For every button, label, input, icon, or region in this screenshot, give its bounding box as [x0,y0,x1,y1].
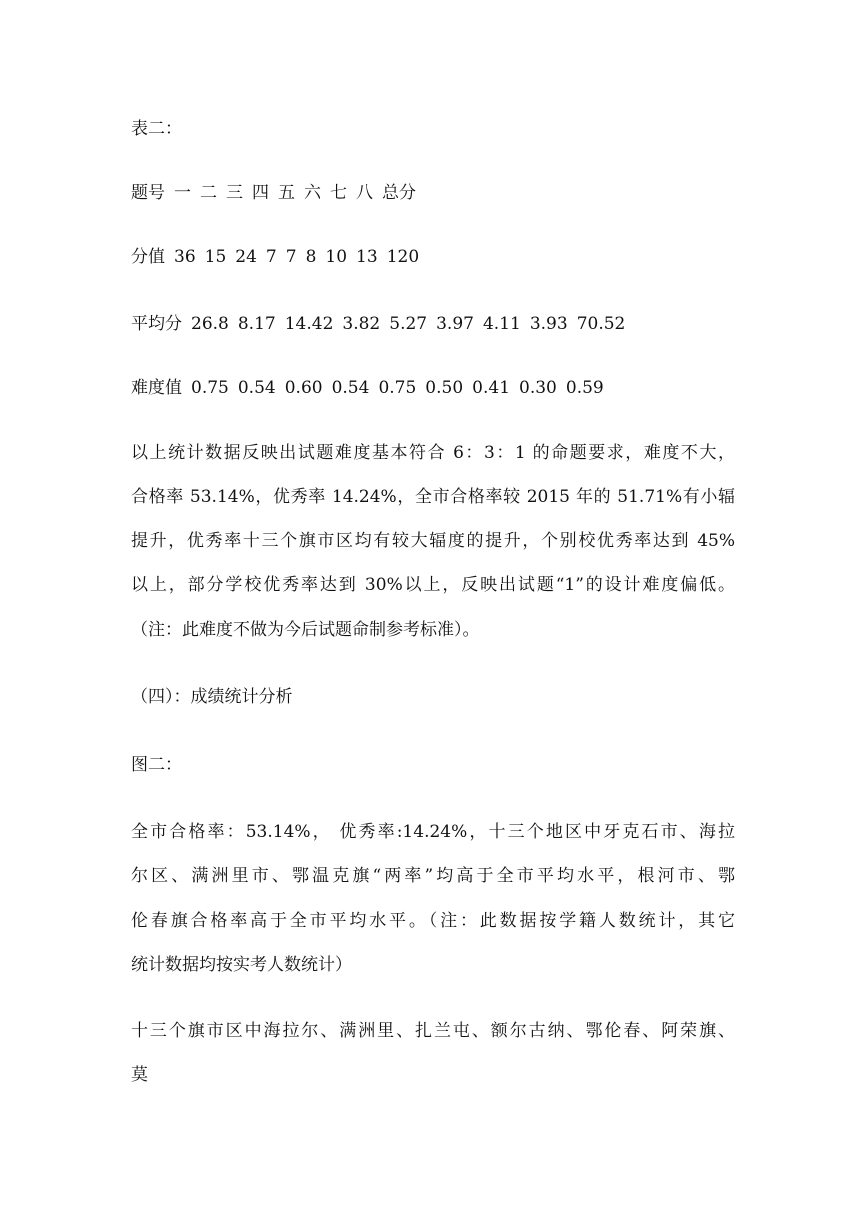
paragraph-line: 以上统计数据反映出试题难度基本符合 6：3：1 的命题要求，难度不大， [131,443,735,463]
table-cell: 36 [174,247,196,267]
table-cell: 总分 [382,183,416,203]
table-caption: 表二： [131,119,182,139]
table-cell: 平均分 [131,314,182,334]
table-cell: 八 [356,183,373,203]
table-cell: 7 [265,247,277,267]
table-cell: 五 [278,183,295,203]
table-cell: 0.75 [191,378,229,398]
table-cell: 3.82 [342,314,381,334]
paragraph-line: 统计数据均按实考人数统计） [131,955,352,975]
paragraph-line: 以上，部分学校优秀率达到 30%以上，反映出试题“1”的设计难度偏低。 [131,575,735,595]
table-cell: 0.60 [284,378,323,398]
table-cell: 0.59 [565,378,604,398]
table-score-row [131,246,731,268]
paragraph-line: 合格率 53.14%，优秀率 14.24%，全市合格率较 2015 年的 51.71%有小辐 [131,487,735,507]
table-cell: 题号 [131,183,165,203]
table-cell: 7 [285,247,297,267]
figure-caption: 图二： [131,755,182,775]
section-heading: （四）：成绩统计分析 [131,687,293,707]
table-cell: 四 [252,183,269,203]
table-average-row [131,313,731,335]
table-cell: 14.42 [284,314,334,334]
table-cell: 0.50 [425,378,464,398]
table-cell: 4.11 [482,314,521,334]
paragraph-line: （注：此难度不做为今后试题命制参考标准）。 [131,620,480,640]
table-cell: 3.97 [436,314,474,334]
paragraph-line: 莫 [131,1065,148,1085]
paragraph-line: 提升，优秀率十三个旗市区均有较大辐度的提升，个别校优秀率达到 45% [131,531,735,551]
table-cell: 0.54 [237,378,276,398]
table-cell: 0.75 [378,378,417,398]
table-cell: 难度值 [131,378,182,398]
table-cell: 8 [305,247,317,267]
paragraph-line: 全市合格率：53.14%， 优秀率:14.24%，十三个地区中牙克石市、海拉 [131,822,735,842]
table-cell: 5.27 [389,314,428,334]
table-cell: 26.8 [191,314,229,334]
table-cell: 3.93 [529,314,568,334]
table-cell: 二 [200,183,217,203]
table-cell: 70.52 [576,314,626,334]
table-cell: 24 [235,247,257,267]
paragraph-line: 尔区、满洲里市、鄂温克旗“两率”均高于全市平均水平，根河市、鄂 [131,866,735,886]
table-cell: 120 [386,247,420,267]
table-header-row [131,182,731,204]
table-cell: 0.41 [472,378,511,398]
table-cell: 13 [356,247,378,267]
table-cell: 0.30 [519,378,557,398]
table-cell: 8.17 [237,314,276,334]
paragraph-line: 伦春旗合格率高于全市平均水平。（注：此数据按学籍人数统计，其它 [131,911,735,931]
table-cell: 六 [304,183,321,203]
table-difficulty-row [131,377,731,399]
table-cell: 七 [330,183,347,203]
table-cell: 15 [204,247,227,267]
table-cell: 三 [226,183,243,203]
paragraph-line: 十三个旗市区中海拉尔、满洲里、扎兰屯、额尔古纳、鄂伦春、阿荣旗、 [131,1021,735,1041]
table-cell: 10 [325,247,348,267]
table-cell: 分值 [131,247,165,267]
table-cell: 0.54 [331,378,370,398]
table-cell: 一 [174,183,191,203]
